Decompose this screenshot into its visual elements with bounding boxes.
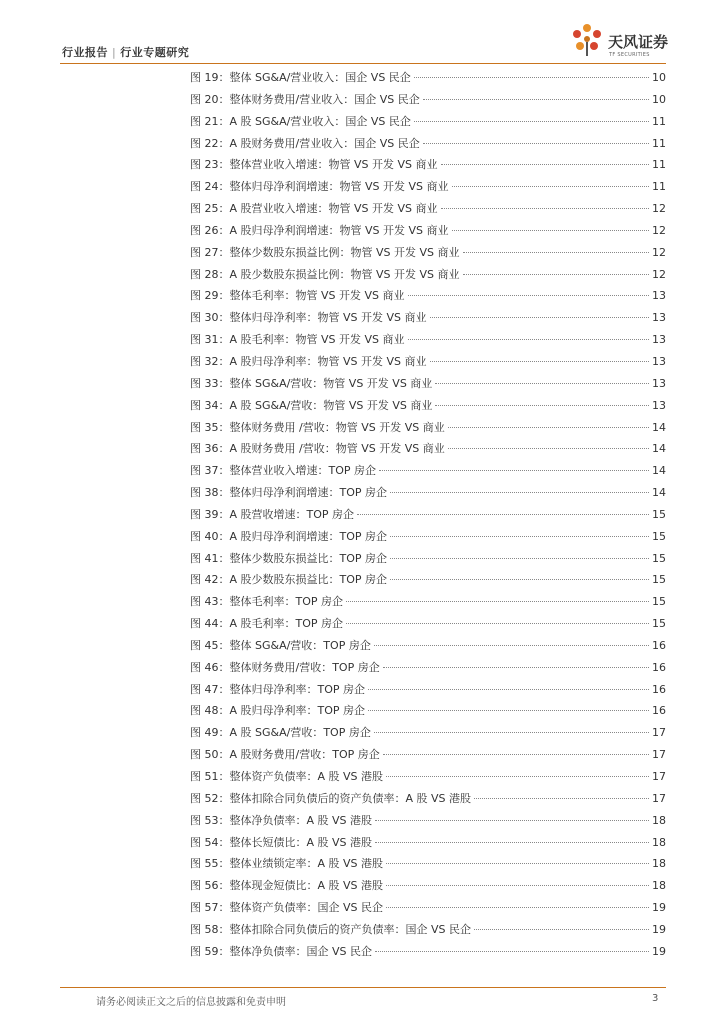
logo-name: 天风证券 [608,33,669,51]
toc-dot-leader [463,252,650,253]
toc-figure-title: A 股归母净利润增速：TOP 房企 [229,529,388,543]
toc-figure-number: 图 21： [190,114,230,128]
toc-dot-leader [357,514,649,515]
toc-figure-number: 图 37： [190,464,230,478]
toc-figure-title: 整体净负债率：A 股 VS 港股 [229,813,373,827]
toc-figure-title: A 股财务费用/营业收入：国企 VS 民企 [229,136,420,150]
toc-figure-title: 整体归母净利润增速：物管 VS 开发 VS 商业 [229,180,449,194]
toc-figure-number: 图 43： [190,595,230,609]
toc-entry[interactable] [190,657,666,679]
toc-dot-leader [423,143,649,144]
toc-figure-title: A 股毛利率：物管 VS 开发 VS 商业 [229,333,405,347]
toc-figure-number: 图 39： [190,507,230,521]
toc-entry[interactable] [190,111,666,133]
toc-dot-leader [386,776,649,777]
toc-figure-number: 图 26： [190,223,230,237]
toc-figure-title: 整体归母净利润增速：TOP 房企 [229,486,388,500]
toc-dot-leader [463,274,649,275]
toc-figure-title: A 股归母净利率：物管 VS 开发 VS 商业 [229,354,427,368]
toc-figure-number: 图 54： [190,835,230,849]
toc-figure-title: A 股少数股东损益比：TOP 房企 [229,573,388,587]
toc-page-number: 12 [652,267,666,281]
toc-page-number: 19 [652,901,666,915]
toc-page-number: 14 [652,486,666,500]
toc-page-number: 10 [652,92,666,106]
toc-dot-leader [435,405,649,406]
toc-entry[interactable] [190,285,666,307]
toc-figure-number: 图 38： [190,486,230,500]
toc-page-number: 18 [652,879,666,893]
toc-page-number: 17 [652,770,666,783]
toc-figure-number: 图 49： [190,726,230,740]
toc-dot-leader [452,230,649,231]
toc-entry[interactable] [190,919,666,941]
toc-page-number: 16 [652,704,666,718]
toc-figure-number: 图 23： [190,158,230,172]
toc-entry[interactable] [190,613,666,635]
toc-entry[interactable] [190,635,666,657]
toc-entry[interactable] [190,220,666,242]
toc-entry[interactable] [190,569,666,591]
toc-page-number: 10 [652,71,666,84]
toc-page-number: 12 [652,223,666,237]
toc-figure-title: 整体毛利率：物管 VS 开发 VS 商业 [229,289,405,303]
toc-figure-number: 图 20： [190,92,230,106]
logo-english-name: TF SECURITIES [609,52,650,58]
toc-figure-title: A 股财务费用 /营收：物管 VS 开发 VS 商业 [229,442,445,456]
toc-dot-leader [375,820,649,821]
toc-figure-number: 图 40： [190,529,230,543]
toc-entry[interactable] [190,176,666,198]
toc-dot-leader [448,448,649,449]
toc-dot-leader [448,427,649,428]
toc-page-number: 16 [652,682,666,696]
toc-figure-number: 图 50： [190,748,230,762]
toc-figure-number: 图 35： [190,420,230,434]
toc-dot-leader [368,710,649,711]
toc-entry[interactable] [190,722,666,744]
toc-figure-number: 图 32： [190,354,230,368]
toc-page-number: 15 [652,573,666,587]
toc-figure-number: 图 41： [190,551,230,565]
toc-page-number: 13 [652,311,666,325]
toc-dot-leader [383,667,649,668]
toc-figure-number: 图 30： [190,311,230,325]
toc-figure-title: 整体长短债比：A 股 VS 港股 [229,835,373,849]
toc-dot-leader [386,863,649,864]
toc-figure-number: 图 52： [190,791,230,805]
toc-page-number: 15 [652,595,666,609]
toc-entry[interactable] [190,548,666,570]
footer-divider [60,987,666,988]
toc-dot-leader [346,623,649,624]
toc-entry[interactable] [190,897,666,919]
toc-entry[interactable] [190,67,666,89]
toc-dot-leader [474,798,649,799]
toc-figure-title: 整体毛利率：TOP 房企 [229,595,344,609]
toc-entry[interactable] [190,417,666,439]
toc-page-number: 17 [652,748,666,762]
toc-page-number: 14 [652,442,666,456]
toc-dot-leader [346,601,649,602]
toc-figure-number: 图 27： [190,245,230,259]
toc-figure-number: 图 34： [190,398,230,412]
toc-dot-leader [452,186,650,187]
toc-figure-number: 图 59： [190,944,230,958]
toc-figure-number: 图 42： [190,573,230,587]
toc-figure-title: A 股毛利率：TOP 房企 [229,617,344,631]
toc-page-number: 15 [652,617,666,631]
report-section: 行业报告 [62,46,108,59]
toc-page-number: 18 [652,857,666,871]
toc-figure-title: 整体业绩锁定率：A 股 VS 港股 [229,857,384,871]
toc-figure-number: 图 25： [190,202,230,216]
toc-figure-title: A 股营收增速：TOP 房企 [229,507,355,521]
toc-figure-number: 图 51： [190,770,230,783]
toc-dot-leader [386,907,649,908]
toc-entry[interactable] [190,700,666,722]
toc-figure-number: 图 31： [190,333,230,347]
toc-dot-leader [430,361,649,362]
toc-figure-title: 整体财务费用 /营收：物管 VS 开发 VS 商业 [229,420,445,434]
toc-page-number: 12 [652,245,666,259]
toc-figure-title: A 股 SG&A/营收：TOP 房企 [229,726,371,740]
toc-figure-number: 图 28： [190,267,230,281]
toc-entry[interactable] [190,373,666,395]
toc-figure-title: A 股归母净利润增速：物管 VS 开发 VS 商业 [229,223,449,237]
toc-figure-number: 图 56： [190,879,230,893]
toc-figure-number: 图 46： [190,660,230,674]
toc-figure-number: 图 53： [190,813,230,827]
toc-figure-title: 整体财务费用/营业收入：国企 VS 民企 [229,92,420,106]
toc-page-number: 13 [652,333,666,347]
toc-figure-title: 整体营业收入增速：TOP 房企 [229,464,377,478]
toc-dot-leader [390,558,649,559]
toc-dot-leader [386,885,649,886]
toc-dot-leader [423,99,649,100]
toc-entry[interactable] [190,788,666,810]
toc-figure-title: A 股 SG&A/营业收入：国企 VS 民企 [229,114,411,128]
toc-page-number: 18 [652,813,666,827]
toc-entry[interactable] [190,438,666,460]
toc-entry[interactable] [190,504,666,526]
toc-figure-title: A 股少数股东损益比例：物管 VS 开发 VS 商业 [229,267,460,281]
report-header [62,44,189,60]
toc-figure-title: 整体扣除合同负债后的资产负债率：国企 VS 民企 [229,922,471,936]
toc-entry[interactable] [190,307,666,329]
toc-entry[interactable] [190,198,666,220]
toc-figure-title: A 股营业收入增速：物管 VS 开发 VS 商业 [229,202,438,216]
logo-flower-icon [568,22,606,60]
toc-entry[interactable] [190,744,666,766]
toc-entry[interactable] [190,329,666,351]
toc-dot-leader [375,842,649,843]
toc-dot-leader [408,339,649,340]
toc-entry[interactable] [190,482,666,504]
toc-entry[interactable] [190,941,666,963]
toc-figure-title: 整体财务费用/营收：TOP 房企 [229,660,380,674]
toc-dot-leader [374,732,649,733]
toc-figure-title: 整体 SG&A/营业收入：国企 VS 民企 [229,71,411,84]
toc-dot-leader [374,645,649,646]
footer-page-number: 3 [652,993,659,1004]
toc-figure-number: 图 24： [190,180,230,194]
toc-entry[interactable] [190,264,666,286]
header-separator: | [112,46,117,59]
toc-dot-leader [430,317,650,318]
figure-table-of-contents [190,67,666,963]
toc-page-number: 11 [652,136,666,150]
toc-dot-leader [414,77,649,78]
toc-page-number: 12 [652,202,666,216]
toc-dot-leader [379,470,649,471]
toc-figure-number: 图 44： [190,617,230,631]
toc-figure-title: 整体 SG&A/营收：物管 VS 开发 VS 商业 [229,376,433,390]
toc-dot-leader [368,689,649,690]
toc-page-number: 15 [652,529,666,543]
toc-figure-number: 图 19： [190,71,230,84]
toc-page-number: 11 [652,114,666,128]
toc-page-number: 14 [652,420,666,434]
toc-page-number: 19 [652,922,666,936]
toc-page-number: 15 [652,507,666,521]
company-logo [568,22,688,60]
toc-figure-number: 图 57： [190,901,230,915]
toc-figure-title: A 股财务费用/营收：TOP 房企 [229,748,380,762]
toc-entry[interactable] [190,133,666,155]
toc-figure-title: 整体净负债率：国企 VS 民企 [229,944,372,958]
toc-dot-leader [390,492,649,493]
toc-figure-number: 图 36： [190,442,230,456]
toc-page-number: 13 [652,354,666,368]
toc-page-number: 13 [652,289,666,303]
toc-entry[interactable] [190,766,666,788]
toc-figure-number: 图 33： [190,376,230,390]
toc-page-number: 19 [652,944,666,958]
toc-figure-title: 整体归母净利率：TOP 房企 [229,682,366,696]
toc-entry[interactable] [190,89,666,111]
toc-entry[interactable] [190,679,666,701]
toc-entry[interactable] [190,875,666,897]
toc-figure-title: A 股 SG&A/营收：物管 VS 开发 VS 商业 [229,398,433,412]
toc-figure-title: 整体现金短债比：A 股 VS 港股 [229,879,384,893]
footer-disclaimer: 请务必阅读正文之后的信息披露和免责申明 [96,997,286,1008]
toc-page-number: 16 [652,660,666,674]
toc-figure-title: 整体少数股东损益比例：物管 VS 开发 VS 商业 [229,245,460,259]
toc-dot-leader [375,951,649,952]
toc-entry[interactable] [190,853,666,875]
toc-figure-title: 整体少数股东损益比：TOP 房企 [229,551,388,565]
toc-figure-title: A 股归母净利率：TOP 房企 [229,704,366,718]
toc-page-number: 18 [652,835,666,849]
toc-entry[interactable] [190,460,666,482]
toc-figure-number: 图 58： [190,922,230,936]
toc-dot-leader [441,208,649,209]
toc-dot-leader [441,164,650,165]
toc-figure-number: 图 22： [190,136,230,150]
toc-page-number: 17 [652,726,666,740]
toc-entry[interactable] [190,154,666,176]
toc-figure-title: 整体资产负债率：A 股 VS 港股 [229,770,384,783]
toc-page-number: 14 [652,464,666,478]
toc-figure-number: 图 29： [190,289,230,303]
toc-page-number: 13 [652,376,666,390]
toc-figure-title: 整体归母净利率：物管 VS 开发 VS 商业 [229,311,427,325]
toc-figure-title: 整体营业收入增速：物管 VS 开发 VS 商业 [229,158,438,172]
toc-page-number: 17 [652,791,666,805]
toc-entry[interactable] [190,351,666,373]
toc-entry[interactable] [190,591,666,613]
toc-figure-number: 图 45： [190,638,230,652]
toc-figure-title: 整体资产负债率：国企 VS 民企 [229,901,383,915]
toc-figure-number: 图 55： [190,857,230,871]
toc-figure-title: 整体扣除合同负债后的资产负债率：A 股 VS 港股 [229,791,472,805]
header-divider [60,63,666,64]
toc-page-number: 13 [652,398,666,412]
toc-page-number: 11 [652,180,666,194]
toc-page-number: 11 [652,158,666,172]
report-category: 行业专题研究 [120,46,190,59]
toc-entry[interactable] [190,810,666,832]
toc-figure-title: 整体 SG&A/营收：TOP 房企 [229,638,371,652]
toc-dot-leader [435,383,649,384]
toc-page-number: 15 [652,551,666,565]
toc-dot-leader [383,754,649,755]
toc-dot-leader [414,121,649,122]
toc-dot-leader [408,295,649,296]
toc-dot-leader [390,536,649,537]
toc-figure-number: 图 48： [190,704,230,718]
toc-entry[interactable] [190,395,666,417]
toc-dot-leader [474,929,649,930]
toc-entry[interactable] [190,832,666,854]
toc-page-number: 16 [652,638,666,652]
toc-figure-number: 图 47： [190,682,230,696]
toc-entry[interactable] [190,242,666,264]
toc-entry[interactable] [190,526,666,548]
toc-dot-leader [390,579,649,580]
